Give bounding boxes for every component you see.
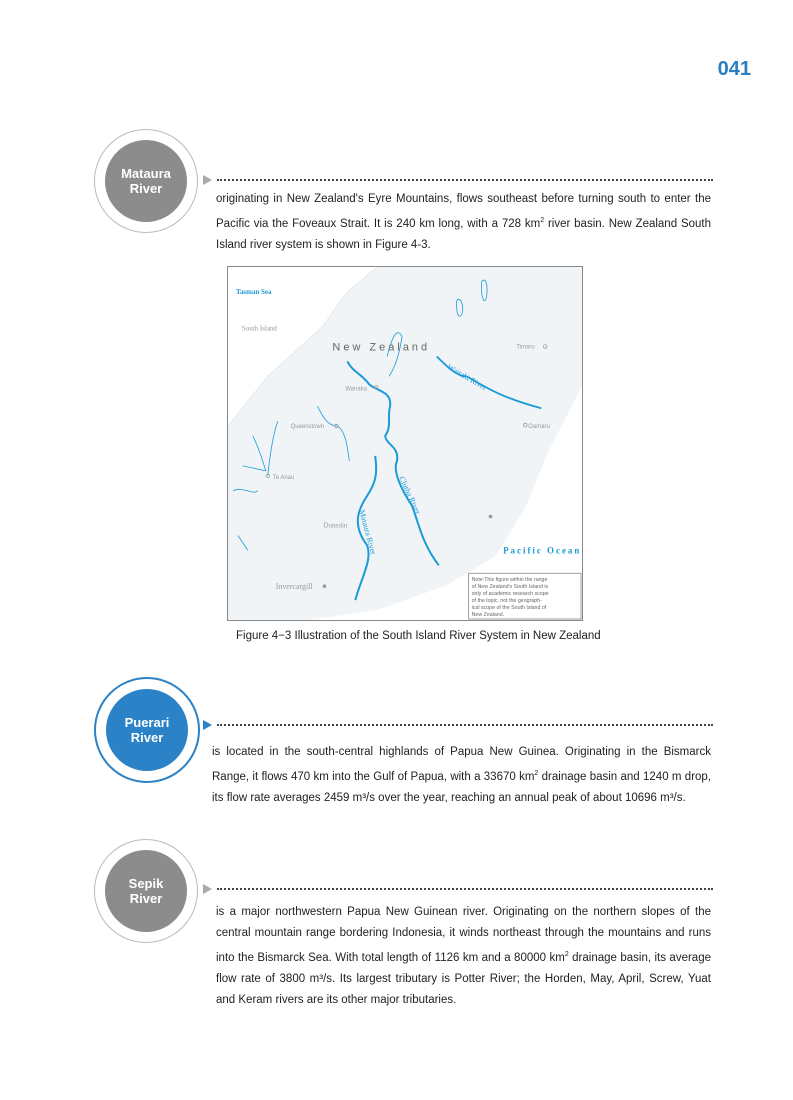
badge-title: Mataura [121, 166, 171, 181]
map-label-waitaki-river: Waitaki River [445, 362, 489, 393]
map-label-invercargill: Invercargill [275, 582, 313, 592]
badge-title: River [130, 730, 164, 745]
arrow-icon [203, 884, 212, 894]
section-badge-mataura [94, 129, 198, 233]
section-text-mataura: originating in New Zealand's Eyre Mountains, flows southeast before turning south to enter the Pacific via the Foveaux Strait. It is 240 km long, with a 728 $km^2$ river basin. New Zealand South Island river system is shown in Figure 4-3. [216, 193, 711, 251]
map-label-dunedin: Dunedin [323, 521, 348, 530]
badge-title: Sepik [128, 876, 164, 891]
map-note-line: Note:This figure within the range [471, 577, 548, 584]
map-note-line: New Zealand. [471, 612, 505, 619]
page-number: 041 [717, 58, 751, 80]
section-badge-sepik [94, 839, 198, 943]
dotted-divider [203, 175, 713, 185]
section-text-puerari: is located in the south-central highlands of Papua New Guinea. Originating in the Bismarck Range, it flows 470 km into the Gulf of Papua, with a 33670 $km^2$ drainage basin and 1240 m drop, its flow rate averages 2459 m³/s over the year, reaching an annual peak of about 10696 m³/s. [212, 746, 712, 804]
map-label-south-island: South Island [241, 324, 277, 333]
map-label-timaru: Timaru [516, 344, 535, 351]
dotted-divider [203, 884, 713, 894]
section-badge-puerari [94, 677, 200, 783]
map-label-wanaka: Wanaka [345, 386, 367, 393]
badge-title: River [129, 891, 163, 906]
map-label-tasman-sea: Tasman Sea [235, 287, 272, 296]
dotted-divider [203, 720, 713, 730]
map-label-pacific-ocean: Pacific Ocean [503, 545, 582, 556]
badge-title: Puerari [124, 715, 170, 730]
section-text-sepik: is a major northwestern Papua New Guinean river. Originating on the northern slopes of the central mountain range bordering Indonesia, it winds northeast through the mountains and runs into the Bismarck Sea. With total length of 1126 km and a 80000 $km^2$ drainage basin, its average flow rate of 3800 m³/s. Its largest tributary is Potter River; the Horden, May, April, Screw, Yuat and Keram rivers are its other major tributaries. [216, 906, 711, 1006]
map-note-line: of New Zealand's South Island is [471, 584, 549, 591]
map-label-clutha-river: Clutha River [397, 474, 423, 516]
south-island-map [227, 266, 583, 621]
arrow-icon [203, 720, 212, 730]
map-label-queenstown: Queenstown [290, 424, 325, 431]
map-label-new-zealand: N e w Z e a l a n d [332, 341, 428, 354]
figure-caption: Figure 4−3 Illustration of the South Island River System in New Zealand [236, 630, 601, 642]
map-note-line: ical scope of the South Island of [471, 605, 547, 612]
map-note-line: of the topic, not the geograph- [471, 598, 542, 605]
map-label-oamaru: Oamaru [528, 424, 550, 431]
map-label-mataura-river: Mataura River [357, 508, 378, 556]
badge-title: River [129, 181, 163, 196]
map-label-te-anau: Te Anau [272, 474, 295, 481]
arrow-icon [203, 175, 212, 185]
map-note-line: only of academic research scope [471, 591, 549, 598]
